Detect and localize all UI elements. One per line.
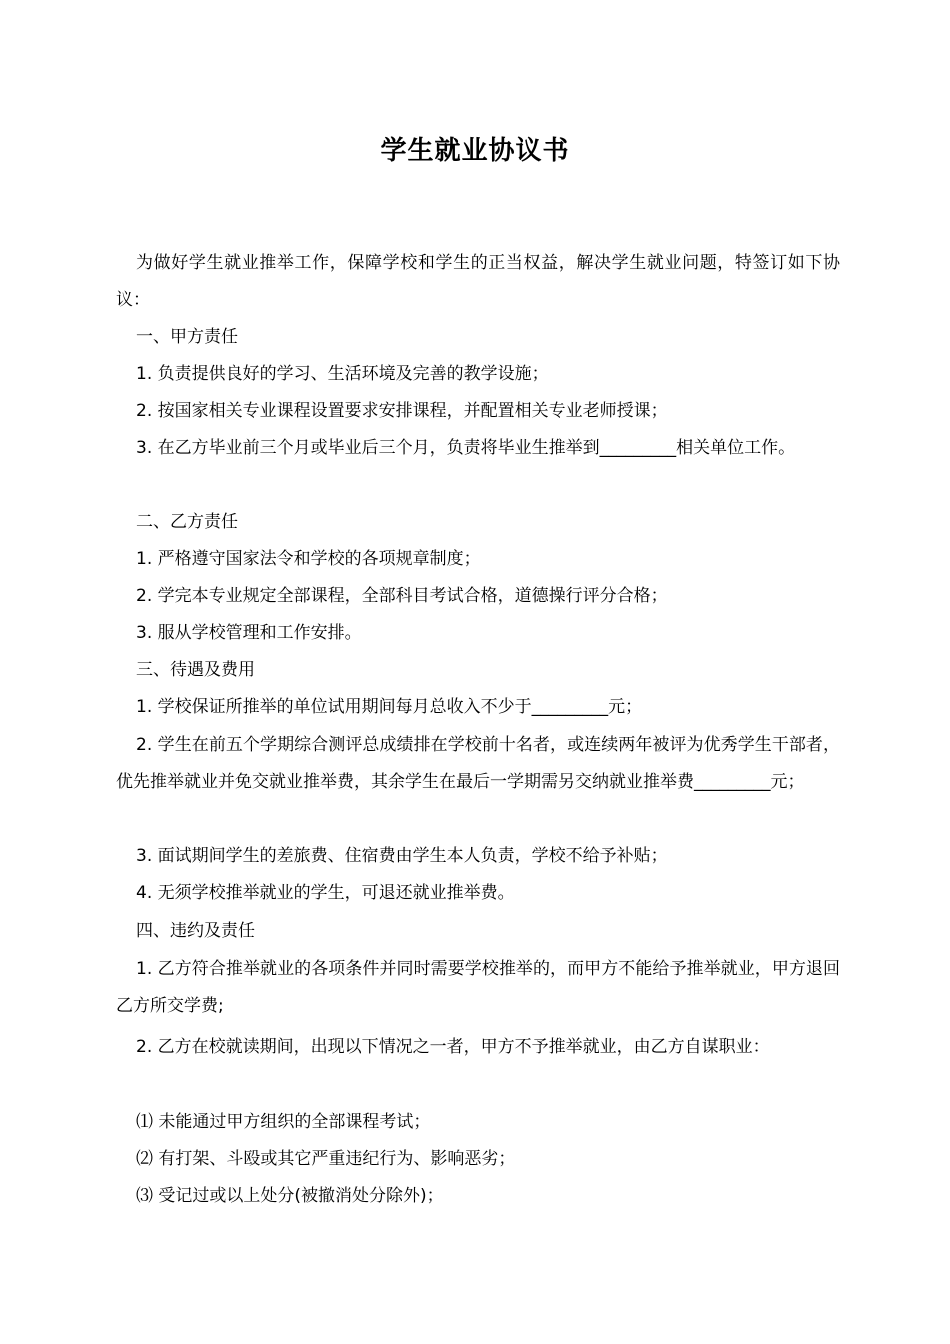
clause-b-1: 1. 严格遵守国家法令和学校的各项规章制度； — [136, 549, 481, 569]
sub-clause-2: ⑵ 有打架、斗殴或其它严重违纪行为、影响恶劣； — [136, 1149, 516, 1169]
clause-fee-1: 1. 学校保证所推举的单位试用期间每月总收入不少于_________元； — [136, 697, 643, 717]
clause-a-3: 3. 在乙方毕业前三个月或毕业后三个月，负责将毕业生推举到_________相关单位工作。 — [136, 438, 796, 458]
clause-a-1: 1. 负责提供良好的学习、生活环境及完善的教学设施； — [136, 364, 549, 384]
clause-a-2: 2. 按国家相关专业课程设置要求安排课程，并配置相关专业老师授课； — [136, 401, 668, 421]
clause-breach-1: 1. 乙方符合推举就业的各项条件并同时需要学校推举的，而甲方不能给予推举就业，甲方退回乙方所交学费; — [116, 959, 840, 1016]
section-heading-breach: 四、违约及责任 — [136, 921, 255, 941]
sub-clause-1: ⑴ 未能通过甲方组织的全部课程考试； — [136, 1112, 431, 1132]
clause-fee-3: 3. 面试期间学生的差旅费、住宿费由学生本人负责，学校不给予补贴； — [136, 846, 668, 866]
clause-fee-4: 4. 无须学校推举就业的学生，可退还就业推举费。 — [136, 883, 515, 903]
section-heading-party-b: 二、乙方责任 — [136, 512, 238, 532]
sub-clause-3: ⑶ 受记过或以上处分(被撤消处分除外)； — [136, 1186, 444, 1206]
section-heading-party-a: 一、甲方责任 — [136, 327, 238, 347]
clause-b-3: 3. 服从学校管理和工作安排。 — [136, 623, 362, 643]
section-heading-fees: 三、待遇及费用 — [136, 660, 255, 680]
document-title: 学生就业协议书 — [380, 136, 570, 166]
clause-breach-2: 2. 乙方在校就读期间，出现以下情况之一者，甲方不予推举就业，由乙方自谋职业： — [136, 1037, 770, 1057]
clause-fee-2: 2. 学生在前五个学期综合测评总成绩排在学校前十名者，或连续两年被评为优秀学生干部者，优先推举就业并免交就业推举费，其余学生在最后一学期需另交纳就业推举费_________元； — [116, 735, 840, 792]
clause-b-2: 2. 学完本专业规定全部课程，全部科目考试合格，道德操行评分合格； — [136, 586, 668, 606]
intro-paragraph: 为做好学生就业推举工作，保障学校和学生的正当权益，解决学生就业问题，特签订如下协议： — [116, 253, 840, 310]
